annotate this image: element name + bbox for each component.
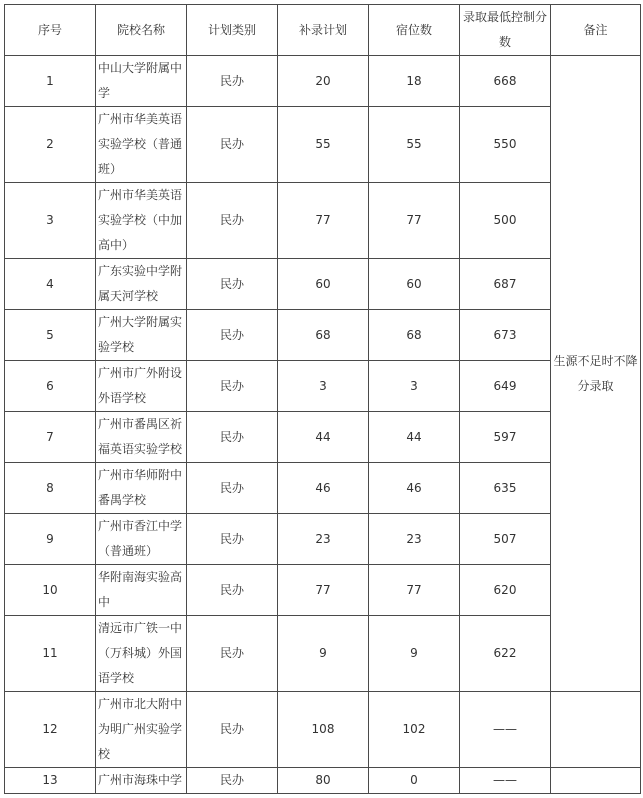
row-plan: 3: [278, 361, 369, 412]
row-beds: 46: [369, 463, 460, 514]
row-score: 687: [460, 259, 551, 310]
row-beds: 68: [369, 310, 460, 361]
row-plan: 44: [278, 412, 369, 463]
row-no: 12: [5, 692, 96, 768]
table-row: [5, 361, 641, 412]
note-cell-empty: [551, 768, 641, 794]
row-no: 8: [5, 463, 96, 514]
table-row: [5, 514, 641, 565]
row-no: 6: [5, 361, 96, 412]
note-cell-empty: [551, 692, 641, 768]
row-type: 民办: [187, 107, 278, 183]
table-row: [5, 616, 641, 692]
row-no: 1: [5, 56, 96, 107]
row-no: 13: [5, 768, 96, 794]
table-row: [5, 310, 641, 361]
row-score: 635: [460, 463, 551, 514]
row-type: 民办: [187, 56, 278, 107]
row-beds: 77: [369, 183, 460, 259]
row-beds: 18: [369, 56, 460, 107]
row-beds: 44: [369, 412, 460, 463]
row-school-name: 清远市广铁一中（万科城）外国语学校: [96, 616, 187, 692]
row-no: 10: [5, 565, 96, 616]
note-cell: 生源不足时不降分录取: [551, 56, 641, 692]
row-type: 民办: [187, 259, 278, 310]
row-type: 民办: [187, 565, 278, 616]
row-no: 11: [5, 616, 96, 692]
table-row: [5, 692, 641, 768]
row-no: 5: [5, 310, 96, 361]
row-score: 597: [460, 412, 551, 463]
row-type: 民办: [187, 463, 278, 514]
row-score: 668: [460, 56, 551, 107]
table-row: [5, 107, 641, 183]
row-type: 民办: [187, 361, 278, 412]
row-score: ——: [460, 692, 551, 768]
row-plan: 20: [278, 56, 369, 107]
header-cell-name: 院校名称: [96, 5, 187, 56]
row-beds: 102: [369, 692, 460, 768]
admission-table: [4, 4, 641, 794]
row-plan: 46: [278, 463, 369, 514]
row-school-name: 广州市海珠中学: [96, 768, 187, 794]
table-row: [5, 463, 641, 514]
row-beds: 9: [369, 616, 460, 692]
header-cell-plan: 补录计划: [278, 5, 369, 56]
row-type: 民办: [187, 412, 278, 463]
header-cell-no: 序号: [5, 5, 96, 56]
table-header-row: [5, 5, 641, 56]
header-cell-note: 备注: [551, 5, 641, 56]
header-cell-beds: 宿位数: [369, 5, 460, 56]
row-type: 民办: [187, 310, 278, 361]
row-school-name: 广州市番禺区祈福英语实验学校: [96, 412, 187, 463]
row-no: 9: [5, 514, 96, 565]
row-type: 民办: [187, 692, 278, 768]
row-school-name: 广州市香江中学（普通班）: [96, 514, 187, 565]
row-beds: 55: [369, 107, 460, 183]
row-plan: 108: [278, 692, 369, 768]
row-school-name: 广州市华美英语实验学校（普通班）: [96, 107, 187, 183]
row-score: 673: [460, 310, 551, 361]
row-no: 4: [5, 259, 96, 310]
row-plan: 77: [278, 565, 369, 616]
row-score: 500: [460, 183, 551, 259]
header-cell-score: 录取最低控制分数: [460, 5, 551, 56]
row-school-name: 广州市广外附设外语学校: [96, 361, 187, 412]
table-row: [5, 412, 641, 463]
row-beds: 23: [369, 514, 460, 565]
row-plan: 9: [278, 616, 369, 692]
row-school-name: 华附南海实验高中: [96, 565, 187, 616]
row-type: 民办: [187, 183, 278, 259]
header-cell-type: 计划类别: [187, 5, 278, 56]
row-school-name: 广州大学附属实验学校: [96, 310, 187, 361]
row-score: 649: [460, 361, 551, 412]
table-row: [5, 259, 641, 310]
row-school-name: 中山大学附属中学: [96, 56, 187, 107]
row-score: 507: [460, 514, 551, 565]
row-no: 3: [5, 183, 96, 259]
row-score: 622: [460, 616, 551, 692]
row-score: ——: [460, 768, 551, 794]
row-plan: 80: [278, 768, 369, 794]
row-beds: 3: [369, 361, 460, 412]
table-row: [5, 768, 641, 794]
table-row: [5, 565, 641, 616]
table-row: [5, 56, 641, 107]
row-school-name: 广州市华美英语实验学校（中加高中）: [96, 183, 187, 259]
row-plan: 77: [278, 183, 369, 259]
row-type: 民办: [187, 768, 278, 794]
row-beds: 77: [369, 565, 460, 616]
row-no: 2: [5, 107, 96, 183]
row-score: 550: [460, 107, 551, 183]
row-beds: 60: [369, 259, 460, 310]
row-type: 民办: [187, 616, 278, 692]
row-plan: 55: [278, 107, 369, 183]
row-plan: 23: [278, 514, 369, 565]
row-no: 7: [5, 412, 96, 463]
row-school-name: 广州市华师附中番禺学校: [96, 463, 187, 514]
row-plan: 60: [278, 259, 369, 310]
table-row: [5, 183, 641, 259]
row-school-name: 广州市北大附中为明广州实验学校: [96, 692, 187, 768]
row-plan: 68: [278, 310, 369, 361]
row-type: 民办: [187, 514, 278, 565]
row-school-name: 广东实验中学附属天河学校: [96, 259, 187, 310]
row-beds: 0: [369, 768, 460, 794]
row-score: 620: [460, 565, 551, 616]
